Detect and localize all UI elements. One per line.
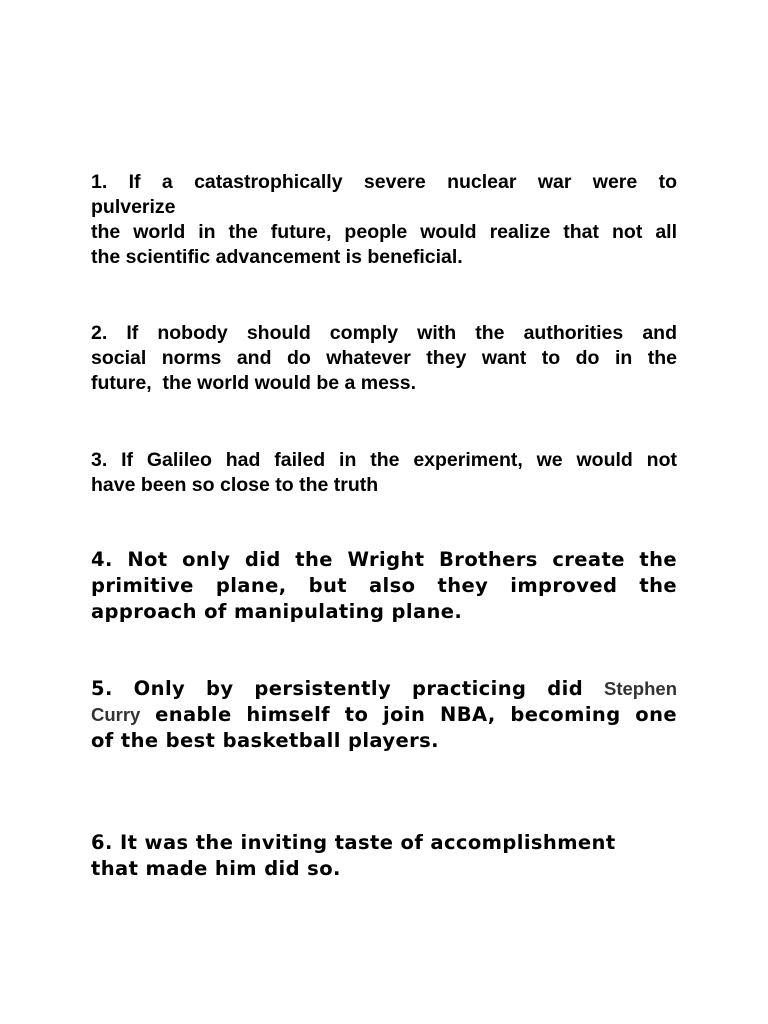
sentence-5-line-1-text: 5. Only by persistently practicing did (91, 677, 584, 700)
name-curry: Curry (91, 704, 141, 725)
sentence-2-line-2: social norms and do whatever they want to do in the (91, 347, 677, 369)
sentence-4-line-1: 4. Not only did the Wright Brothers create the (91, 548, 677, 571)
sentence-5-line-2-text: enable himself to join NBA, becoming one (155, 703, 677, 726)
sentence-6-line-2: that made him did so. (91, 857, 341, 880)
sentence-3 (91, 448, 677, 498)
sentence-6 (91, 830, 677, 882)
sentence-6-line-1: 6. It was the inviting taste of accomplishment (91, 831, 616, 854)
sentence-2-line-1: 2. If nobody should comply with the authorities and (91, 322, 677, 344)
sentence-3-line-2: have been so close to the truth (91, 474, 379, 496)
sentence-2 (91, 321, 677, 396)
sentence-1-line-1: 1. If a catastrophically severe nuclear war were to (91, 171, 677, 193)
sentence-1-line-2: pulverize (91, 196, 176, 218)
sentence-2-line-3: future, the world would be a mess. (91, 372, 417, 394)
sentence-1-line-3: the world in the future, people would realize that not all (91, 221, 677, 243)
sentence-4-line-2: primitive plane, but also they improved the (91, 574, 677, 597)
sentence-5-line-1 (91, 676, 677, 702)
sentence-5-line-3: of the best basketball players. (91, 729, 439, 752)
sentence-3-line-1: 3. If Galileo had failed in the experiment, we would not (91, 449, 677, 471)
sentence-1-line-4: the scientific advancement is beneficial. (91, 246, 463, 268)
sentence-5-line-2 (91, 702, 677, 728)
sentence-5 (91, 676, 677, 754)
sentence-4-line-3: approach of manipulating plane. (91, 600, 463, 623)
sentence-4 (91, 547, 677, 625)
name-stephen: Stephen (604, 678, 677, 699)
sentence-1 (91, 170, 677, 270)
